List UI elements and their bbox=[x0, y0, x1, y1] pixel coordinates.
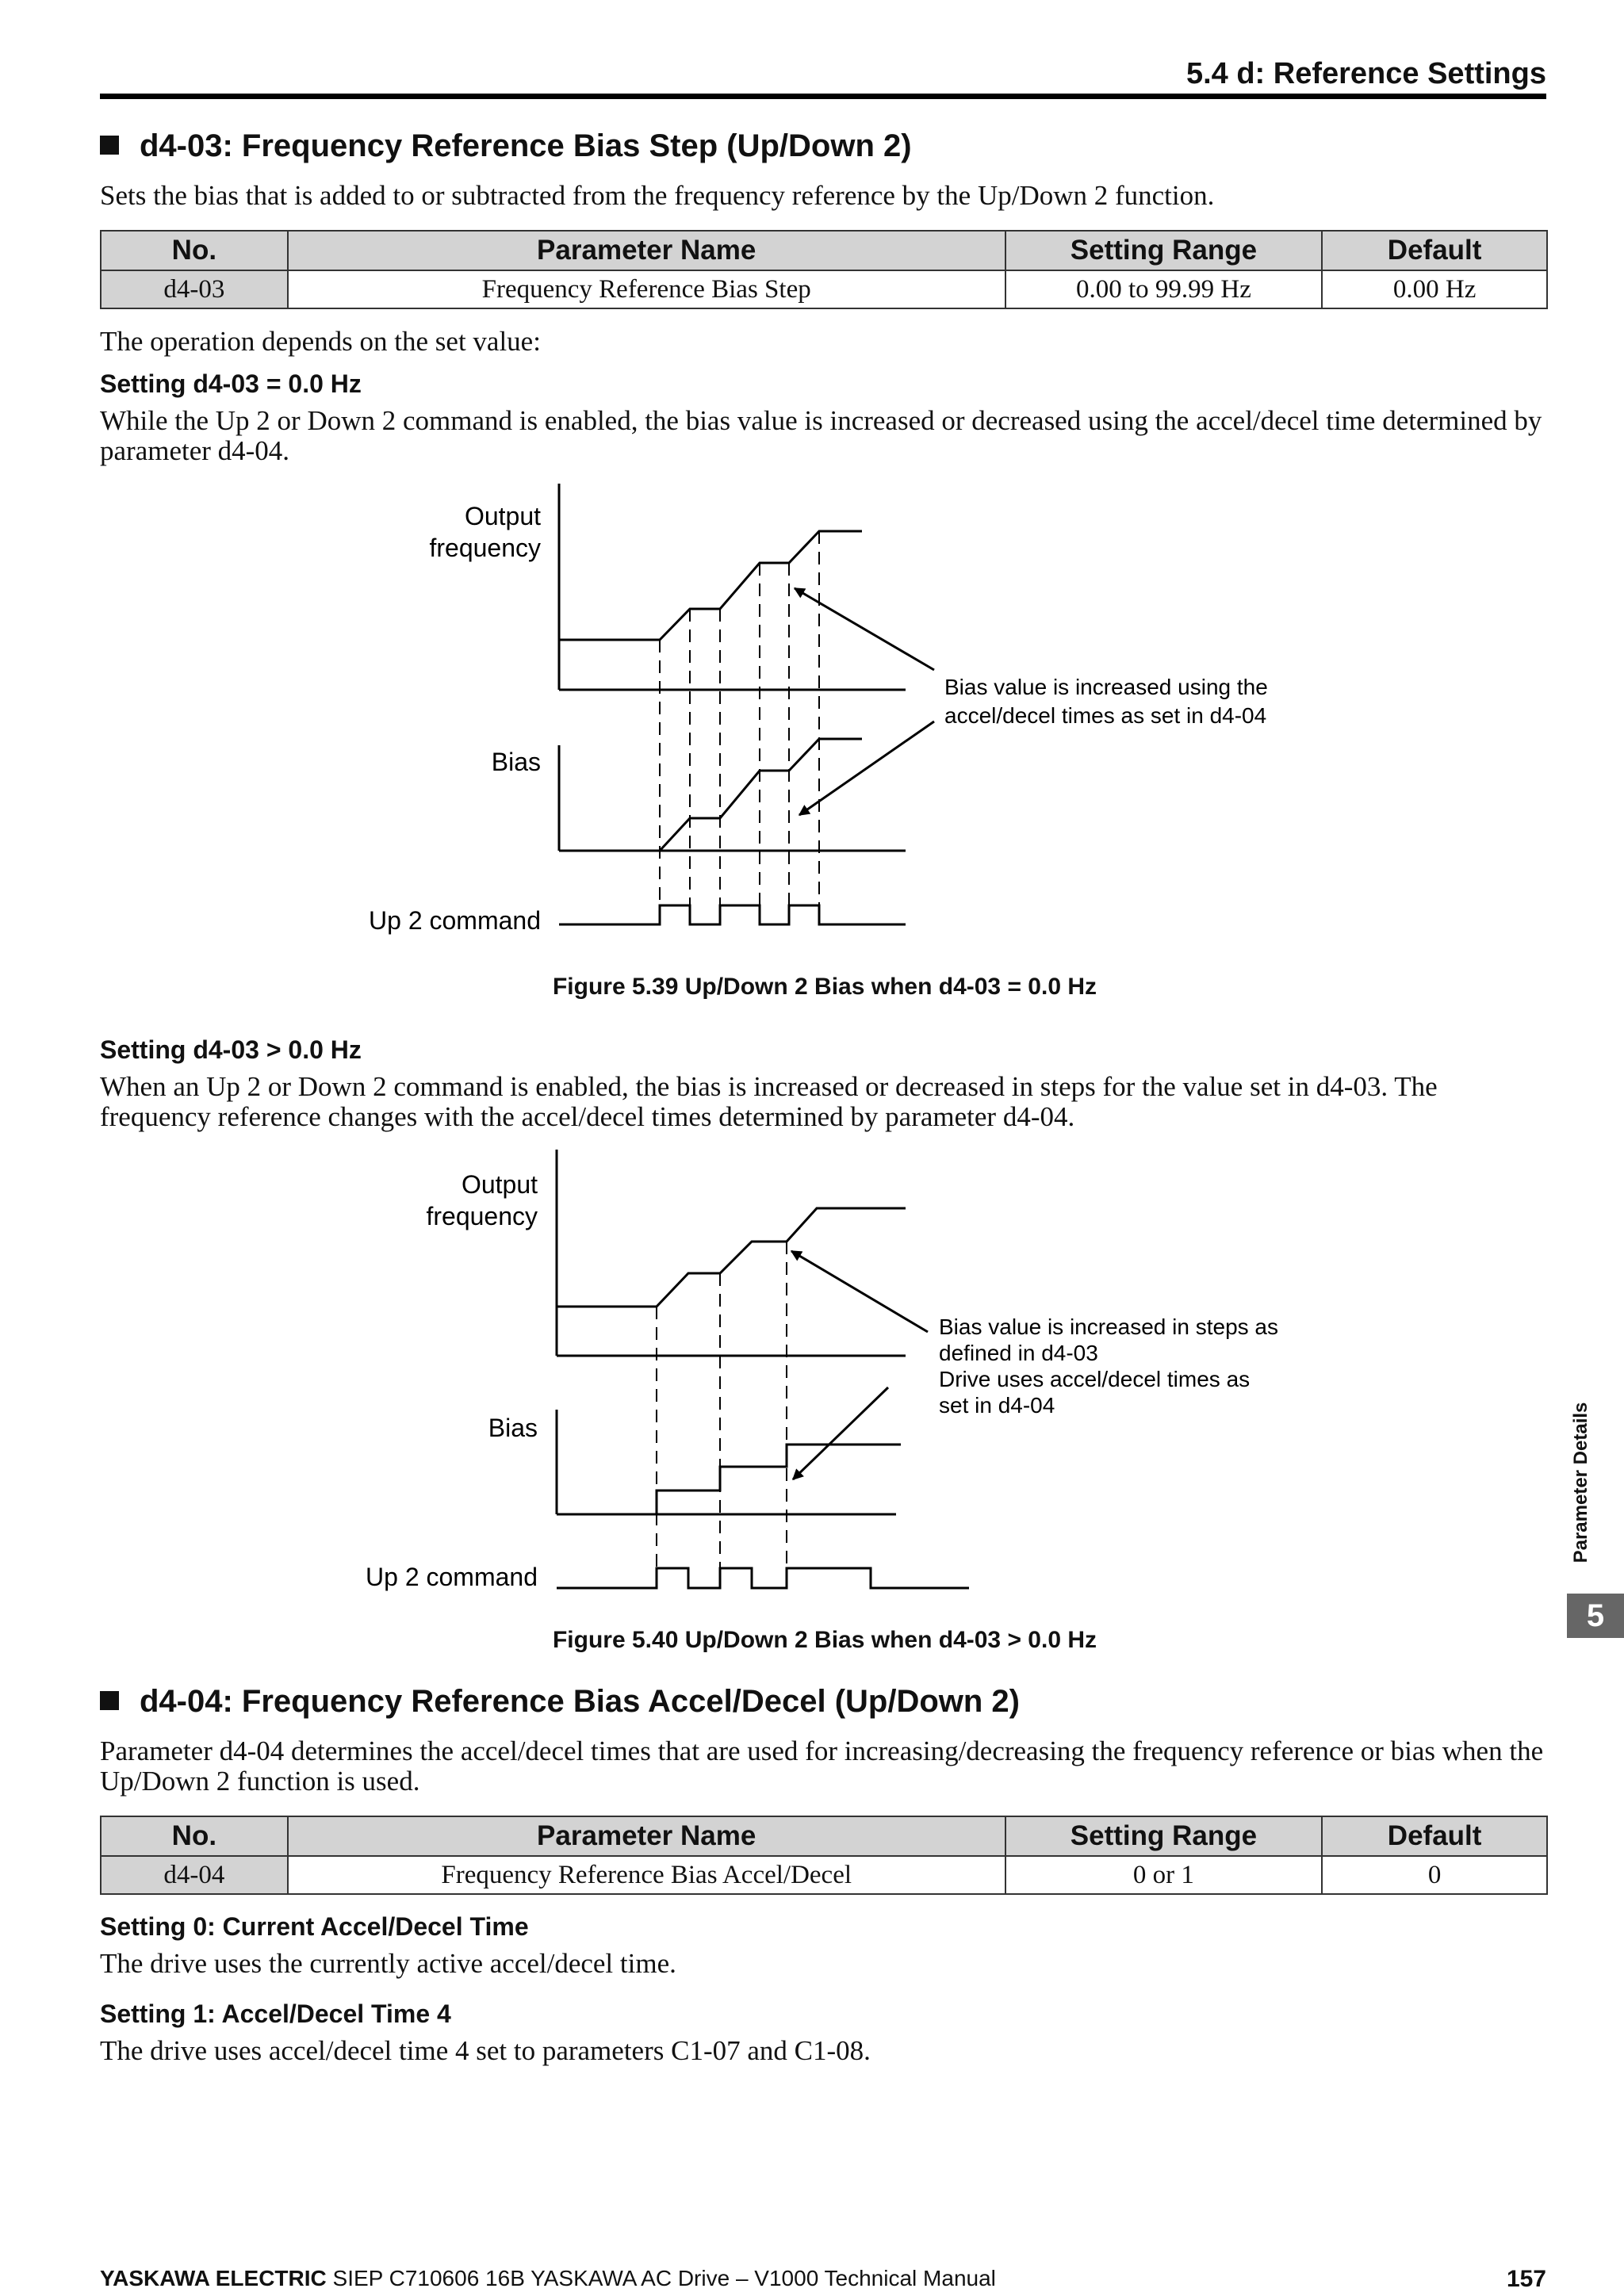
setting-a-heading: Setting d4-03 = 0.0 Hz bbox=[100, 369, 362, 398]
setting-a-text: While the Up 2 or Down 2 command is enabled, the bias value is increased or decreased using the accel/decel time determined by parameter d4-04. bbox=[100, 405, 1542, 466]
table-header-cell: Parameter Name bbox=[288, 1816, 1005, 1856]
figure-5-40-caption: Figure 5.40 Up/Down 2 Bias when d4-03 > 0.0 Hz bbox=[552, 1627, 1097, 1653]
page-number: 157 bbox=[1506, 2266, 1546, 2292]
table-cell-default: 0.00 Hz bbox=[1322, 270, 1547, 308]
table-header-cell: Setting Range bbox=[1005, 231, 1323, 270]
section-title-text: d4-03: Frequency Reference Bias Step (Up/Down 2) bbox=[140, 128, 912, 163]
table-header-cell: Default bbox=[1322, 1816, 1547, 1856]
label-up2-command: Up 2 command bbox=[366, 1563, 538, 1591]
callout-arrow-output bbox=[795, 588, 934, 670]
section-title-d4-04 bbox=[100, 1684, 1020, 1720]
parameter-table-d4-04 bbox=[100, 1816, 1548, 1895]
setting-1-heading: Setting 1: Accel/Decel Time 4 bbox=[100, 1999, 451, 2028]
section-intro: Sets the bias that is added to or subtracted from the frequency reference by the Up/Down 2 function. bbox=[100, 180, 1215, 211]
callout-note: accel/decel times as set in d4-04 bbox=[944, 703, 1267, 728]
label-frequency: frequency bbox=[426, 1202, 538, 1230]
table-header-cell: Setting Range bbox=[1005, 1816, 1323, 1856]
section-header: 5.4 d: Reference Settings bbox=[1185, 57, 1546, 90]
setting-0-text: The drive uses the currently active accel/decel time. bbox=[100, 1948, 676, 1979]
callout-note: Drive uses accel/decel times as bbox=[939, 1367, 1251, 1391]
table-cell-name: Frequency Reference Bias Accel/Decel bbox=[288, 1856, 1005, 1894]
table-cell-default: 0 bbox=[1322, 1856, 1547, 1894]
footer-brand: YASKAWA ELECTRIC bbox=[100, 2266, 327, 2290]
section-bullet bbox=[100, 1691, 119, 1710]
callout-note: defined in d4-03 bbox=[939, 1341, 1098, 1365]
table-cell-range: 0 or 1 bbox=[1005, 1856, 1323, 1894]
label-output: Output bbox=[461, 1170, 538, 1199]
setting-b-text: When an Up 2 or Down 2 command is enabled, the bias is increased or decreased in steps for the value set in d4-03. The frequency reference changes with the accel/decel times determined by parameter d4-04. bbox=[100, 1071, 1438, 1132]
label-up2-command: Up 2 command bbox=[369, 906, 541, 935]
label-frequency: frequency bbox=[429, 534, 541, 562]
label-bias: Bias bbox=[488, 1414, 538, 1442]
footer bbox=[100, 2266, 996, 2291]
table-header-cell: No. bbox=[101, 1816, 288, 1856]
section2-intro: Parameter d4-04 determines the accel/decel times that are used for increasing/decreasing the frequency reference or bias when the Up/Down 2 function is used. bbox=[100, 1735, 1544, 1797]
label-output: Output bbox=[464, 502, 541, 530]
output-frequency-trace bbox=[559, 531, 862, 640]
sidebar-chapter-label bbox=[1567, 1395, 1595, 1570]
setting-1-text: The drive uses accel/decel time 4 set to parameters C1-07 and C1-08. bbox=[100, 2035, 871, 2066]
table-header-cell: Parameter Name bbox=[288, 231, 1005, 270]
table-cell-name: Frequency Reference Bias Step bbox=[288, 270, 1005, 308]
figure-5-40-diagram bbox=[0, 1110, 1624, 1665]
setting-b-heading: Setting d4-03 > 0.0 Hz bbox=[100, 1035, 362, 1064]
sidebar-label-text: Parameter Details bbox=[1570, 1402, 1591, 1563]
figure-5-39-diagram bbox=[0, 0, 1624, 1031]
table-cell-no: d4-04 bbox=[101, 1856, 288, 1894]
table-cell-no: d4-03 bbox=[101, 270, 288, 308]
callout-note: set in d4-04 bbox=[939, 1393, 1055, 1418]
callout-arrow-output bbox=[791, 1251, 928, 1332]
up2-command-trace bbox=[557, 1568, 969, 1588]
depends-text: The operation depends on the set value: bbox=[100, 326, 541, 357]
setting-0-heading: Setting 0: Current Accel/Decel Time bbox=[100, 1912, 529, 1941]
figure-5-39-caption: Figure 5.39 Up/Down 2 Bias when d4-03 = 0.0 Hz bbox=[552, 974, 1097, 1000]
callout-note: Bias value is increased using the bbox=[944, 675, 1268, 699]
table-cell-range: 0.00 to 99.99 Hz bbox=[1005, 270, 1323, 308]
up2-command-trace bbox=[559, 905, 906, 924]
callout-note: Bias value is increased in steps as bbox=[939, 1314, 1278, 1339]
table-header-cell: Default bbox=[1322, 231, 1547, 270]
table-row bbox=[101, 1856, 1547, 1894]
output-frequency-trace bbox=[557, 1208, 906, 1307]
section-title-text: d4-04: Frequency Reference Bias Accel/Decel (Up/Down 2) bbox=[140, 1684, 1020, 1719]
bias-step-trace bbox=[657, 1445, 901, 1514]
footer-doc: SIEP C710606 16B YASKAWA AC Drive – V1000 Technical Manual bbox=[326, 2266, 996, 2290]
chapter-tab: 5 bbox=[1567, 1594, 1624, 1638]
label-bias: Bias bbox=[491, 748, 541, 776]
table-header-cell: No. bbox=[101, 231, 288, 270]
callout-arrow-bias bbox=[793, 1387, 888, 1479]
table-header-row bbox=[101, 1816, 1547, 1856]
timing-guides bbox=[657, 1242, 787, 1568]
